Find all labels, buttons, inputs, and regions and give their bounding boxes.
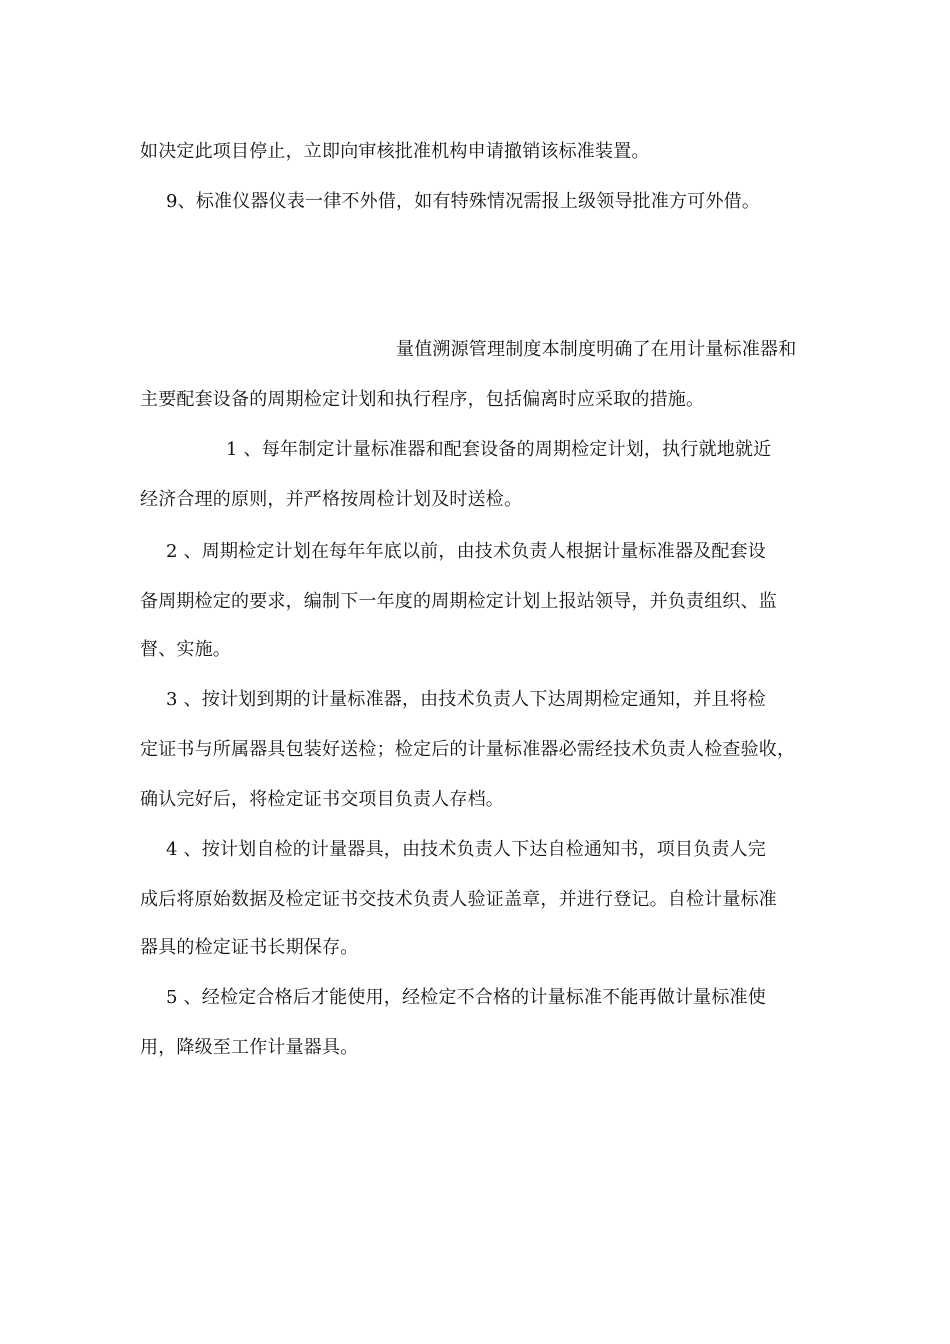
text-line-12: 确认完好后，将检定证书交项目负责人存档。 <box>140 789 504 810</box>
text-line-11: 定证书与所属器具包装好送检；检定后的计量标准器必需经技术负责人检查验收， <box>140 739 796 760</box>
text-line-15: 器具的检定证书长期保存。 <box>140 937 359 958</box>
text-line-14: 成后将原始数据及检定证书交技术负责人验证盖章，并进行登记。自检计量标准 <box>140 889 777 910</box>
section-title-line: 量值溯源管理制度本制度明确了在用计量标准器和 <box>396 339 797 360</box>
text-line-16: 5 、经检定合格后才能使用，经检定不合格的计量标准不能再做计量标准使 <box>166 987 766 1008</box>
text-line-13: 4 、按计划自检的计量器具，由技术负责人下达自检通知书，项目负责人完 <box>166 839 766 860</box>
text-line-4: 主要配套设备的周期检定计划和执行程序，包括偏离时应采取的措施。 <box>140 389 705 410</box>
text-line-1: 如决定此项目停止，立即向审核批准机构申请撤销该标准装置。 <box>140 141 650 162</box>
text-line-7: 2 、周期检定计划在每年年底以前，由技术负责人根据计量标准器及配套设 <box>166 541 766 562</box>
text-line-17: 用，降级至工作计量器具。 <box>140 1037 359 1058</box>
text-line-9: 督、实施。 <box>140 639 231 660</box>
text-line-5: 1 、每年制定计量标准器和配套设备的周期检定计划，执行就地就近 <box>226 439 772 460</box>
text-line-2: 9、标准仪器仪表一律不外借，如有特殊情况需报上级领导批准方可外借。 <box>166 191 761 212</box>
text-line-10: 3 、按计划到期的计量标准器，由技术负责人下达周期检定通知，并且将检 <box>166 689 766 710</box>
text-line-6: 经济合理的原则，并严格按周检计划及时送检。 <box>140 489 523 510</box>
text-line-8: 备周期检定的要求，编制下一年度的周期检定计划上报站领导，并负责组织、监 <box>140 591 777 612</box>
